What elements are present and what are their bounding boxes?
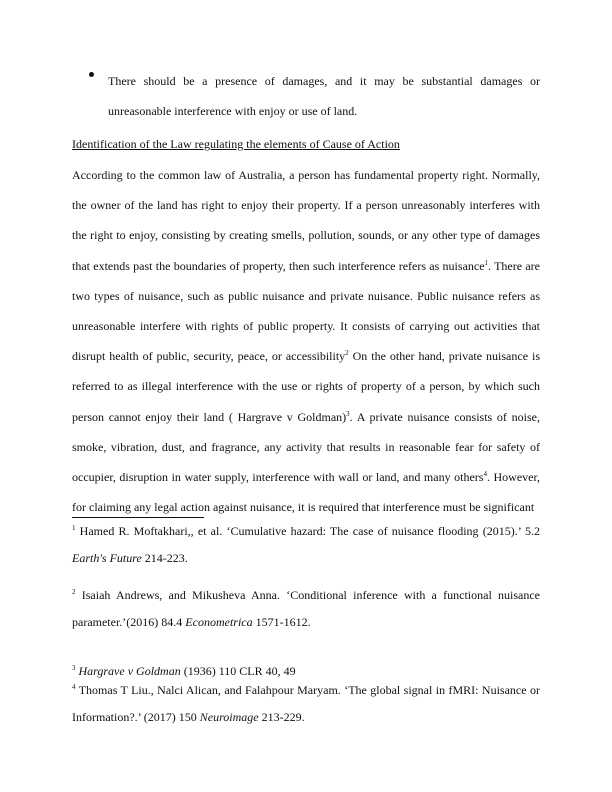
- footnote-mark: 1: [72, 524, 76, 532]
- paragraph-sentence-2: . There are two types of nuisance, such as public nuisance and private nuisance. Public nuisance refers as unreasonable interfere with rights of public property. It consists of carrying out activities that disrupt health of public, security, peace, or accessibility: [72, 258, 540, 364]
- footnote-case-name: Hargrave v Goldman: [78, 664, 181, 678]
- bullet-list-item: [89, 66, 540, 126]
- footnote-4: [72, 677, 540, 731]
- footnote-pages: 214-223.: [141, 551, 188, 565]
- footnote-mark: 3: [72, 664, 76, 672]
- footnote-ref-4[interactable]: 4: [483, 470, 487, 479]
- footnote-pages: 213-229.: [258, 710, 305, 724]
- bullet-icon: [89, 72, 94, 77]
- paragraph-sentence-5: . However, for claiming any legal action against nuisance, it is required that interference must be significant: [72, 470, 541, 515]
- footnote-pages: 1571-1612.: [252, 615, 311, 629]
- footnote-text: Isaiah Andrews, and Mikusheva Anna. ‘Conditional inference with a functional nuisance parameter.’(2016) 84.4: [72, 588, 540, 629]
- paragraph-sentence-4: . A private nuisance consists of noise, smoke, vibration, dust, and fragrance, any activity that results in reasonable fear for safety of occupier, disruption in water supply, interference with wall or land, and many others: [72, 409, 540, 485]
- footnote-journal: Earth's Future: [72, 551, 142, 565]
- footnote-journal: Econometrica: [185, 615, 253, 629]
- footnote-citation: (1936) 110 CLR 40, 49: [180, 664, 296, 678]
- footnote-ref-2[interactable]: 2: [345, 349, 349, 358]
- footnote-2: [72, 582, 540, 636]
- paragraph-sentence-1: According to the common law of Australia, a person has fundamental property right. Normally, the owner of the land has right to enjoy their property. If a person unreasonably interferes with the right to enjoy, consisting by creating smells, pollution, sounds, or any other type of damages that extends past the boundaries of property, then such interference refers as nuisance: [72, 168, 540, 273]
- footnote-text: Thomas T Liu., Nalci Alican, and Falahpour Maryam. ‘The global signal in fMRI: Nuisance or Information?.’ (2017) 150: [72, 683, 540, 724]
- section-heading: Identification of the Law regulating the elements of Cause of Action: [72, 137, 400, 151]
- footnote-ref-3[interactable]: 3: [346, 409, 350, 418]
- footnote-mark: 2: [72, 588, 76, 596]
- paragraph-sentence-3: On the other hand, private nuisance is referred to as illegal interference with the use or rights of property of a person, by which such person cannot enjoy their land ( Hargrave v Goldman): [72, 349, 540, 424]
- footnote-journal: Neuroimage: [199, 710, 259, 724]
- bullet-text: There should be a presence of damages, and it may be substantial damages or unreasonable interference with enjoy or use of land.: [108, 74, 540, 118]
- footnote-ref-1[interactable]: 1: [484, 258, 489, 267]
- footnote-1: [72, 518, 540, 572]
- footnote-mark: 4: [72, 683, 76, 691]
- footnote-text: Hamed R. Moftakhari,, et al. ‘Cumulative hazard: The case of nuisance flooding (2015).’ 5.2: [75, 524, 540, 538]
- body-paragraph: [72, 160, 540, 522]
